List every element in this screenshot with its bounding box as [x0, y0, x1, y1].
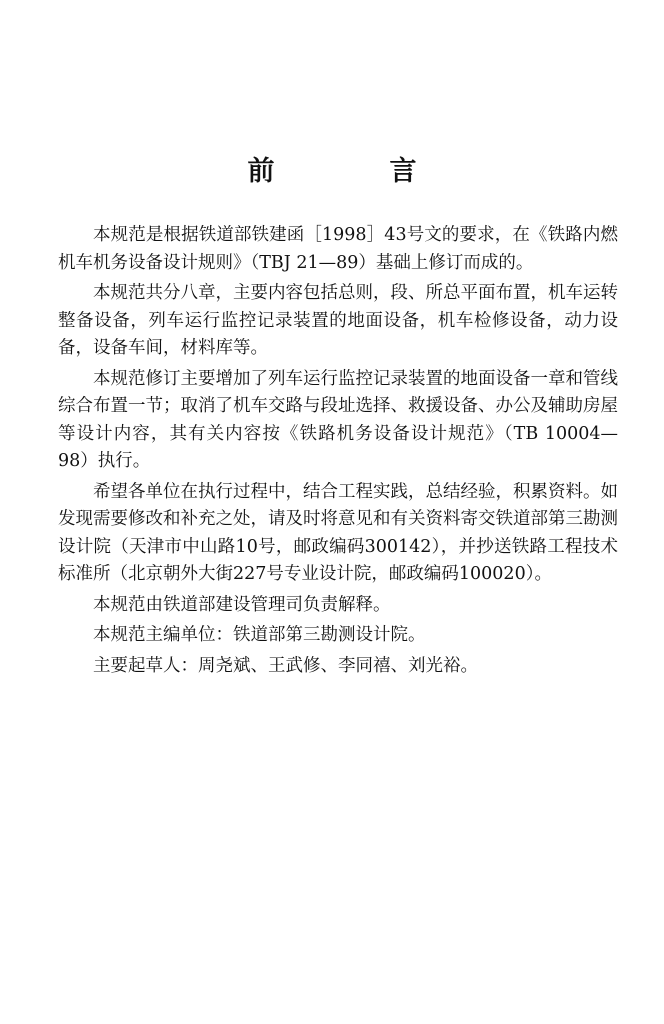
- paragraph-feedback: 希望各单位在执行过程中，结合工程实践，总结经验，积累资料。如发现需要修改和补充之处，请及时将意见和有关资料寄交铁道部第三勘测设计院（天津市中山路10号，邮政编码300142），并抄送铁路工程技术标准所（北京朝外大街227号专业设计院，邮政编码100020）。: [58, 481, 618, 584]
- paragraph-chief-editor: 本规范主编单位：铁道部第三勘测设计院。: [93, 625, 426, 645]
- paragraph-revisions: 本规范修订主要增加了列车运行监控记录装置的地面设备一章和管线综合布置一节；取消了机车交路与段址选择、救援设备、办公及辅助房屋等设计内容，其有关内容按《铁路机务设备设计规范》（TB 10004—98）执行。: [58, 368, 618, 471]
- paragraph-contents: 本规范共分八章，主要内容包括总则，段、所总平面布置，机车运转整备设备，列车运行监控记录装置的地面设备，机车检修设备，动力设备，设备车间，材料库等。: [58, 283, 618, 358]
- paragraph-basis: 本规范是根据铁道部铁建函［1998］43号文的要求，在《铁路内燃机车机务设备设计规则》（TBJ 21—89）基础上修订而成的。: [58, 225, 618, 273]
- page-title: 前 言: [247, 156, 461, 187]
- document-body: [58, 222, 618, 680]
- paragraph-interpretation: 本规范由铁道部建设管理司负责解释。: [93, 594, 391, 615]
- paragraph-drafters: 主要起草人：周尧斌、王武修、李同禧、刘光裕。: [93, 655, 478, 676]
